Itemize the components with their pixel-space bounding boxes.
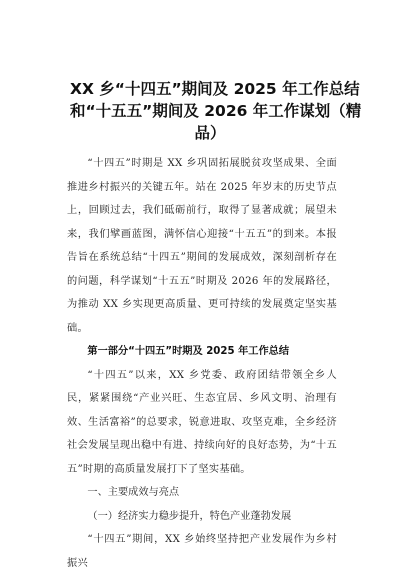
subsection-1-heading: （一）经济实力稳步提升，特色产业蓬勃发展 bbox=[87, 510, 292, 522]
title-line-3: 品） bbox=[194, 124, 226, 142]
intro-paragraph: “十四五”时期是 XX 乡巩固拓展脱贫攻坚成果、全面推进乡村振兴的关键五年。站在 2025 年岁末的历史节点上，回顾过去，我们砥砺前行，取得了显著成就；展望未来，我们擘画蓝图，满怀信心迎接“十五五”的到来。本报告旨在系统总结“十四五”期间的发展成效，深刻剖析存在的问题，科学谋划“十五五”时期及 2026 年的发展路径，为推动 XX 乡实现更高质量、更可持续的发展奠定坚实基础。 bbox=[67, 158, 337, 334]
part-1-heading: 第一部分“十四五”时期及 2025 年工作总结 bbox=[87, 346, 290, 357]
document-title bbox=[70, 78, 362, 144]
section-1-heading: 一、主要成效与亮点 bbox=[87, 487, 180, 498]
subsection-1-paragraph: “十四五”期间，XX 乡始终坚持把产业发展作为乡村振兴 bbox=[67, 534, 337, 569]
title-line-2: 和“十五五”期间及 2026 年工作谋划（精 bbox=[70, 102, 362, 120]
document-body bbox=[67, 152, 337, 575]
part-1-paragraph: “十四五”以来，XX 乡党委、政府团结带领全乡人民，紧紧围绕“产业兴旺、生态宜居、乡风文明、治理有效、生活富裕”的总要求，锐意进取、攻坚克难，全乡经济社会发展呈现出稳中有进、持续向好的良好态势，为“十五五”时期的高质量发展打下了坚实基础。 bbox=[67, 369, 337, 475]
title-line-1: XX 乡“十四五”期间及 2025 年工作总结 bbox=[70, 80, 360, 98]
